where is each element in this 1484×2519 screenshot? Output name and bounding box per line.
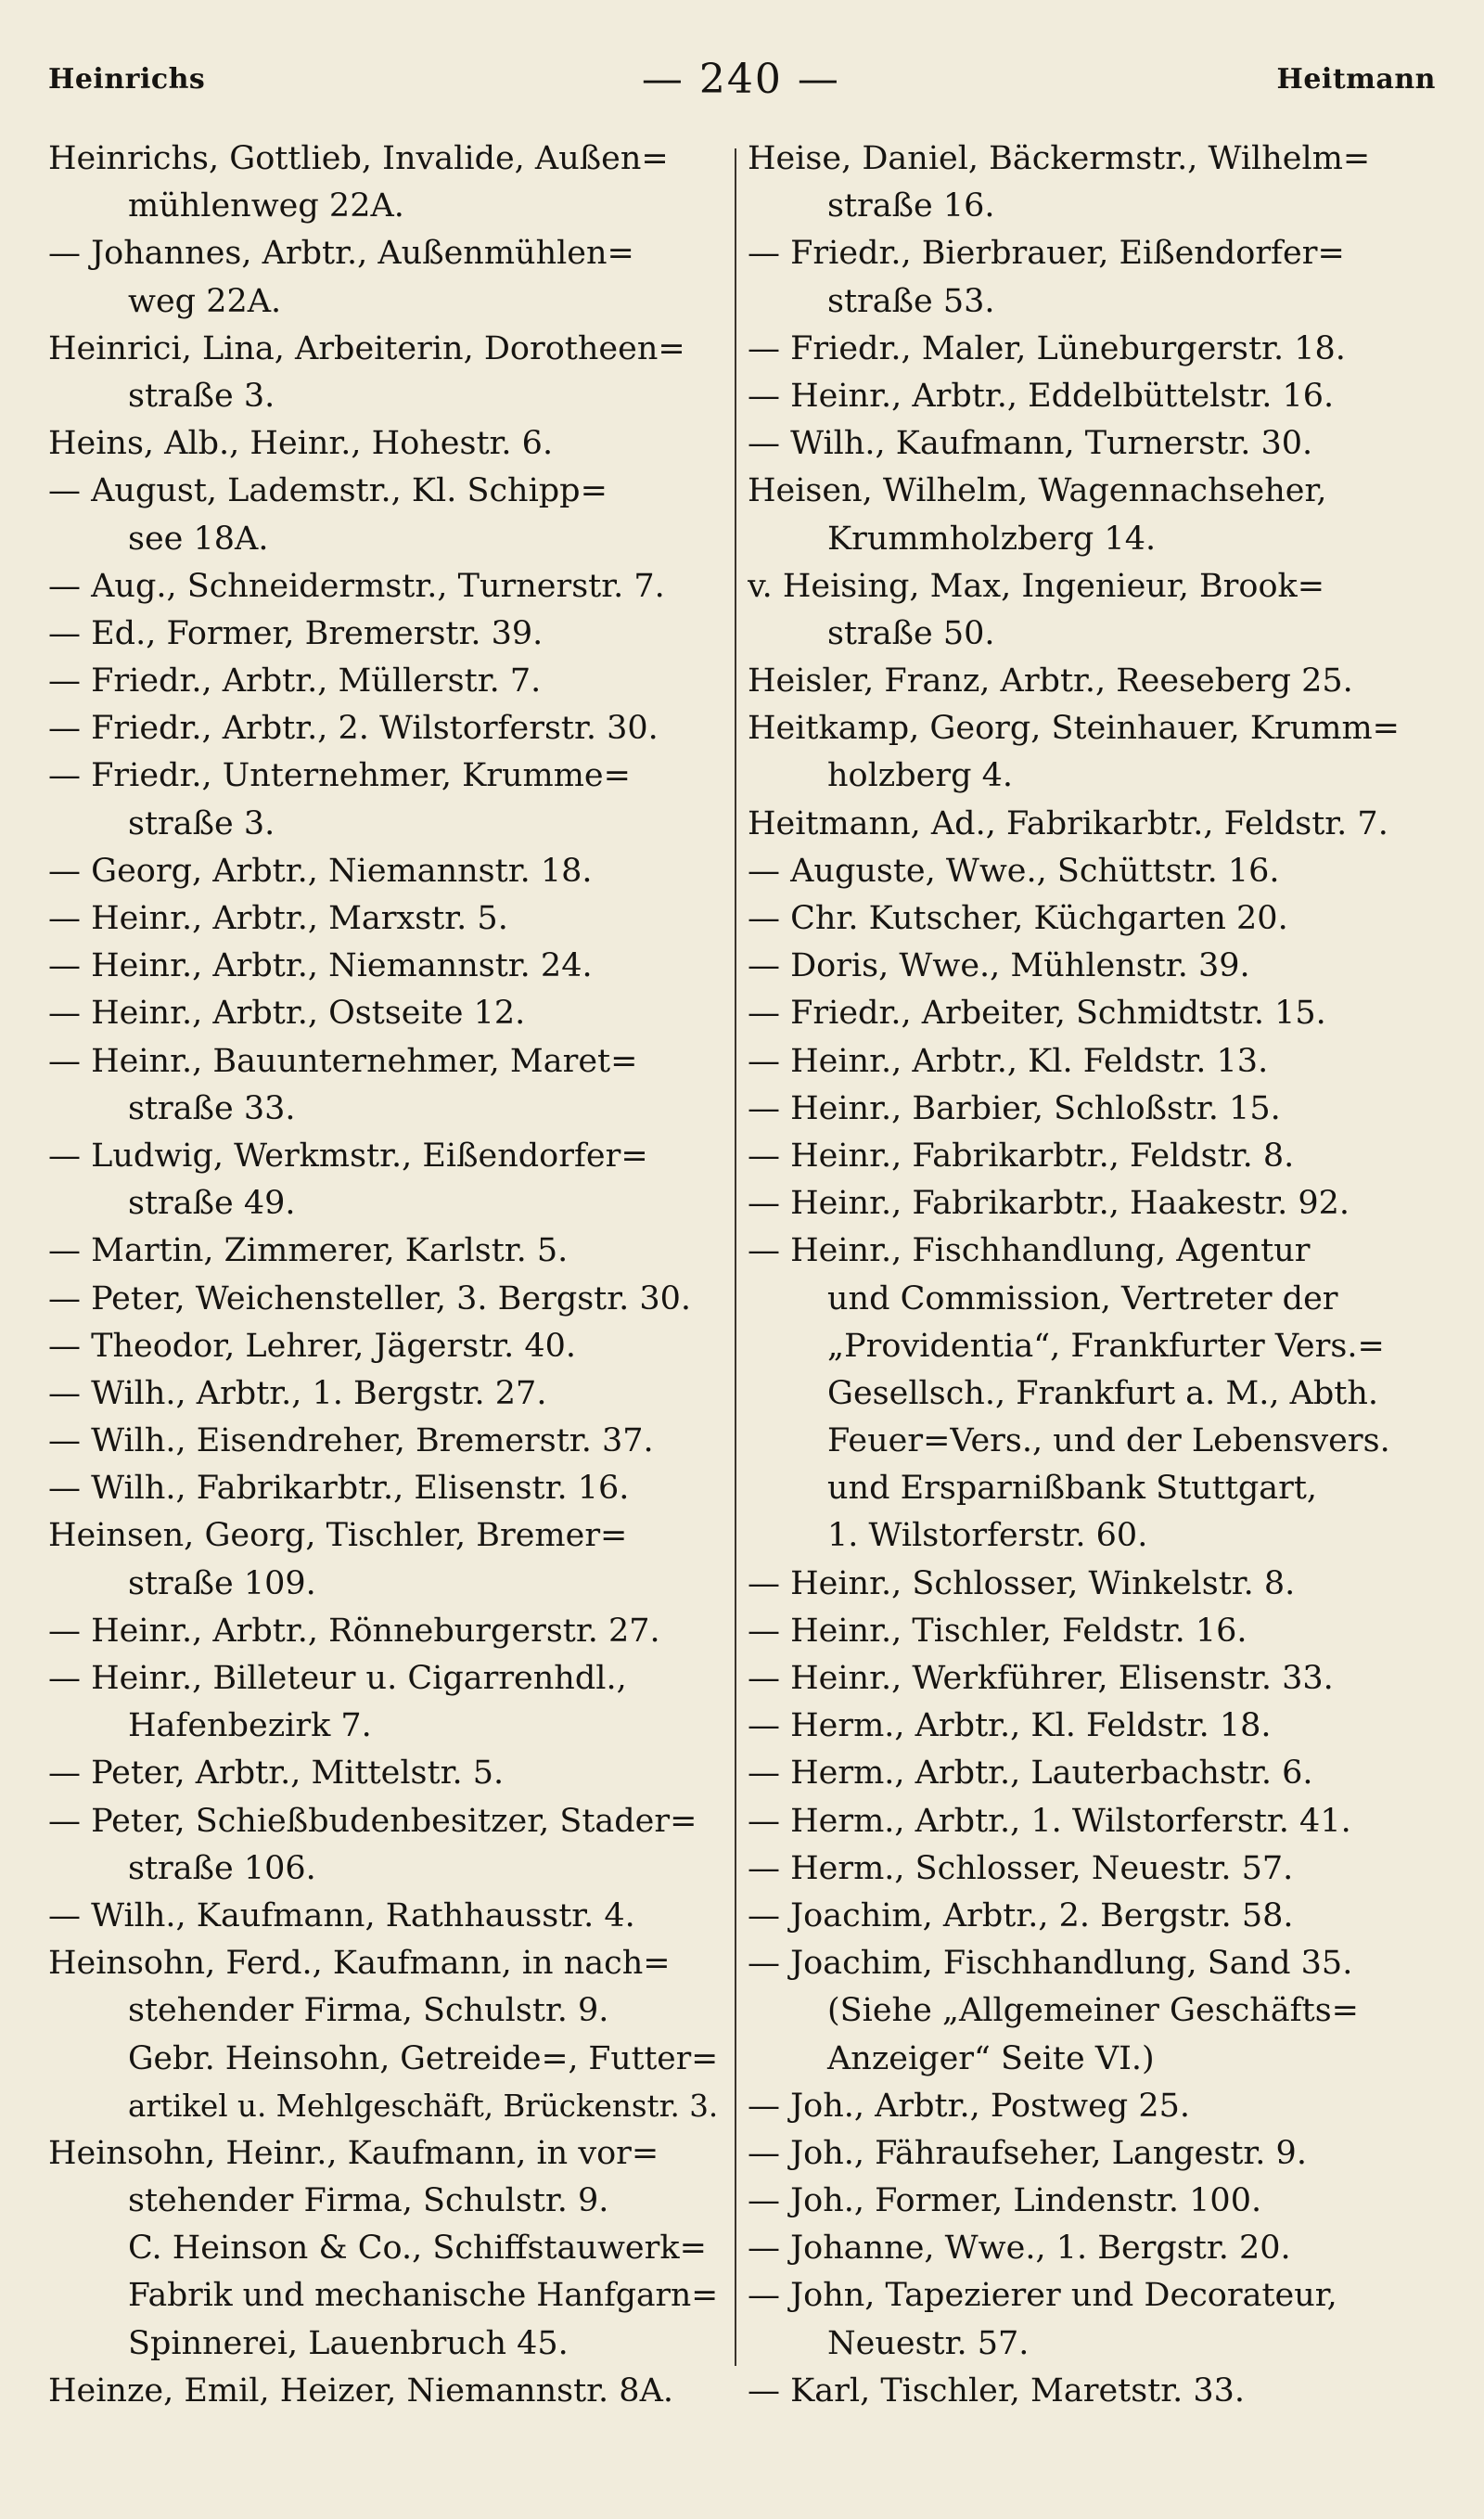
directory-line: straße 49. [128,1185,296,1223]
directory-line: — Wilh., Fabrikarbtr., Elisenstr. 16. [48,1470,630,1508]
directory-line: — Georg, Arbtr., Niemannstr. 18. [48,852,593,890]
directory-line: — Friedr., Arbtr., Müllerstr. 7. [48,662,542,700]
directory-line: Gesellsch., Frankfurt a. M., Abth. [827,1374,1379,1412]
directory-line: — Heinr., Bauunternehmer, Maret= [48,1042,638,1080]
directory-line: — Herm., Arbtr., 1. Wilstorferstr. 41. [748,1802,1351,1840]
directory-line: weg 22A. [128,282,282,320]
directory-line: — Joh., Fähraufseher, Langestr. 9. [748,2134,1307,2172]
directory-line: — Peter, Schießbudenbesitzer, Stader= [48,1802,697,1840]
directory-line: stehender Firma, Schulstr. 9. [128,1992,609,2030]
directory-line: — Heinr., Billeteur u. Cigarrenhdl., [48,1660,627,1697]
directory-line: — Heinr., Arbtr., Niemannstr. 24. [48,947,593,985]
directory-line: (Siehe „Allgemeiner Geschäfts= [827,1992,1359,2030]
column-divider [735,148,736,2366]
directory-line: — Heinr., Arbtr., Marxstr. 5. [48,900,508,937]
directory-line: Spinnerei, Lauenbruch 45. [128,2324,569,2362]
directory-line: Heitkamp, Georg, Steinhauer, Krumm= [748,710,1400,748]
directory-line: — Friedr., Arbeiter, Schmidtstr. 15. [748,995,1326,1033]
directory-line: straße 3. [128,804,275,842]
directory-line: — Herm., Arbtr., Kl. Feldstr. 18. [748,1707,1272,1745]
directory-line: Heisler, Franz, Arbtr., Reeseberg 25. [748,662,1353,700]
directory-line: straße 53. [827,282,995,320]
directory-line: Heinze, Emil, Heizer, Niemannstr. 8A. [48,2371,673,2410]
left-column [48,135,725,2415]
directory-line: — Theodor, Lehrer, Jägerstr. 40. [48,1327,577,1365]
directory-line: — Herm., Schlosser, Neuestr. 57. [748,1849,1294,1887]
directory-line: see 18A. [128,520,269,558]
directory-line: Hafenbezirk 7. [128,1707,372,1745]
directory-line: straße 33. [128,1089,296,1127]
directory-line: — Heinr., Arbtr., Ostseite 12. [48,995,526,1033]
directory-line: — Heinr., Fischhandlung, Agentur [748,1232,1311,1270]
directory-line: C. Heinson & Co., Schiffstauwerk= [128,2230,707,2268]
right-column [748,135,1434,2415]
directory-line: — Doris, Wwe., Mühlenstr. 39. [748,947,1250,985]
directory-line: mühlenweg 22A. [128,187,404,225]
directory-line: 1. Wilstorferstr. 60. [827,1517,1148,1555]
directory-line: Fabrik und mechanische Hanfgarn= [128,2277,719,2315]
directory-line: — Karl, Tischler, Maretstr. 33. [748,2371,1246,2410]
directory-line: — Heinr., Arbtr., Eddelbüttelstr. 16. [748,377,1335,415]
directory-line: — Wilh., Kaufmann, Turnerstr. 30. [748,425,1313,463]
directory-line: — Heinr., Arbtr., Kl. Feldstr. 13. [748,1042,1269,1080]
directory-line: stehender Firma, Schulstr. 9. [128,2182,609,2220]
directory-line: Heisen, Wilhelm, Wagennachseher, [748,472,1327,510]
directory-line: — Joh., Former, Lindenstr. 100. [748,2182,1262,2220]
directory-line: — Wilh., Eisendreher, Bremerstr. 37. [48,1422,654,1460]
directory-line: Gebr. Heinsohn, Getreide=, Futter= [128,2039,719,2077]
directory-line: Feuer=Vers., und der Lebensvers. [827,1422,1390,1460]
directory-line: — Friedr., Maler, Lüneburgerstr. 18. [748,329,1346,367]
directory-line: Heinrici, Lina, Arbeiterin, Dorotheen= [48,329,685,367]
directory-line: „Providentia“, Frankfurter Vers.= [827,1327,1385,1365]
directory-line: — Friedr., Bierbrauer, Eißendorfer= [748,235,1345,273]
directory-line: Neuestr. 57. [827,2324,1030,2362]
directory-line: — Ludwig, Werkmstr., Eißendorfer= [48,1137,648,1175]
directory-line: — Heinr., Arbtr., Rönneburgerstr. 27. [48,1612,660,1650]
directory-line: — Joachim, Fischhandlung, Sand 35. [748,1945,1353,1983]
directory-line: — Heinr., Werkführer, Elisenstr. 33. [748,1660,1334,1697]
directory-line: — Johanne, Wwe., 1. Bergstr. 20. [748,2230,1291,2268]
directory-line: — Auguste, Wwe., Schüttstr. 16. [748,852,1280,890]
directory-line: straße 16. [827,187,995,225]
directory-line: — Friedr., Arbtr., 2. Wilstorferstr. 30. [48,710,659,748]
directory-line: — Peter, Arbtr., Mittelstr. 5. [48,1754,505,1793]
directory-line: Heinsohn, Ferd., Kaufmann, in nach= [48,1945,671,1983]
running-header [48,46,1436,111]
directory-line: — John, Tapezierer und Decorateur, [748,2277,1337,2315]
directory-line: und Commission, Vertreter der [827,1279,1338,1317]
directory-line: — Heinr., Fabrikarbtr., Haakestr. 92. [748,1185,1350,1223]
directory-line: straße 106. [128,1849,316,1887]
directory-line: — August, Lademstr., Kl. Schipp= [48,472,608,510]
directory-line: — Herm., Arbtr., Lauterbachstr. 6. [748,1754,1313,1793]
directory-line: holzberg 4. [827,757,1014,795]
directory-line: Heinrichs, Gottlieb, Invalide, Außen= [48,140,669,177]
directory-line: — Martin, Zimmerer, Karlstr. 5. [48,1232,569,1270]
directory-line: — Wilh., Kaufmann, Rathhausstr. 4. [48,1896,635,1934]
directory-line: Krummholzberg 14. [827,520,1157,558]
directory-line: — Joachim, Arbtr., 2. Bergstr. 58. [748,1896,1294,1934]
directory-line: Anzeiger“ Seite VI.) [827,2039,1155,2077]
directory-line: Heise, Daniel, Bäckermstr., Wilhelm= [748,140,1371,177]
directory-line: — Ed., Former, Bremerstr. 39. [48,614,544,652]
directory-line: artikel u. Mehlgeschäft, Brückenstr. 3. [128,2088,719,2124]
directory-line: — Heinr., Fabrikarbtr., Feldstr. 8. [748,1137,1295,1175]
directory-line: Heinsohn, Heinr., Kaufmann, in vor= [48,2134,659,2172]
directory-line: — Wilh., Arbtr., 1. Bergstr. 27. [48,1374,547,1412]
directory-line: — Heinr., Schlosser, Winkelstr. 8. [748,1564,1296,1602]
directory-line: Heins, Alb., Heinr., Hohestr. 6. [48,425,554,463]
header-left-word: Heinrichs [48,62,206,96]
directory-line: v. Heising, Max, Ingenieur, Brook= [748,567,1325,605]
directory-line: — Joh., Arbtr., Postweg 25. [748,2087,1190,2125]
directory-line: — Chr. Kutscher, Küchgarten 20. [748,900,1288,937]
directory-line: — Heinr., Barbier, Schloßstr. 15. [748,1089,1281,1127]
directory-line: straße 50. [827,614,995,652]
directory-line: — Aug., Schneidermstr., Turnerstr. 7. [48,567,665,605]
directory-line: Heitmann, Ad., Fabrikarbtr., Feldstr. 7. [748,804,1388,842]
page-number: — 240 — [641,55,840,103]
directory-line: — Peter, Weichensteller, 3. Bergstr. 30. [48,1279,692,1317]
directory-line: und Ersparnißbank Stuttgart, [827,1470,1318,1508]
directory-line: — Friedr., Unternehmer, Krumme= [48,757,631,795]
header-right-word: Heitmann [1276,62,1436,96]
directory-line: — Johannes, Arbtr., Außenmühlen= [48,235,634,273]
directory-line: — Heinr., Tischler, Feldstr. 16. [748,1612,1247,1650]
directory-line: straße 3. [128,377,275,415]
directory-line: Heinsen, Georg, Tischler, Bremer= [48,1517,628,1555]
directory-line: straße 109. [128,1564,316,1602]
